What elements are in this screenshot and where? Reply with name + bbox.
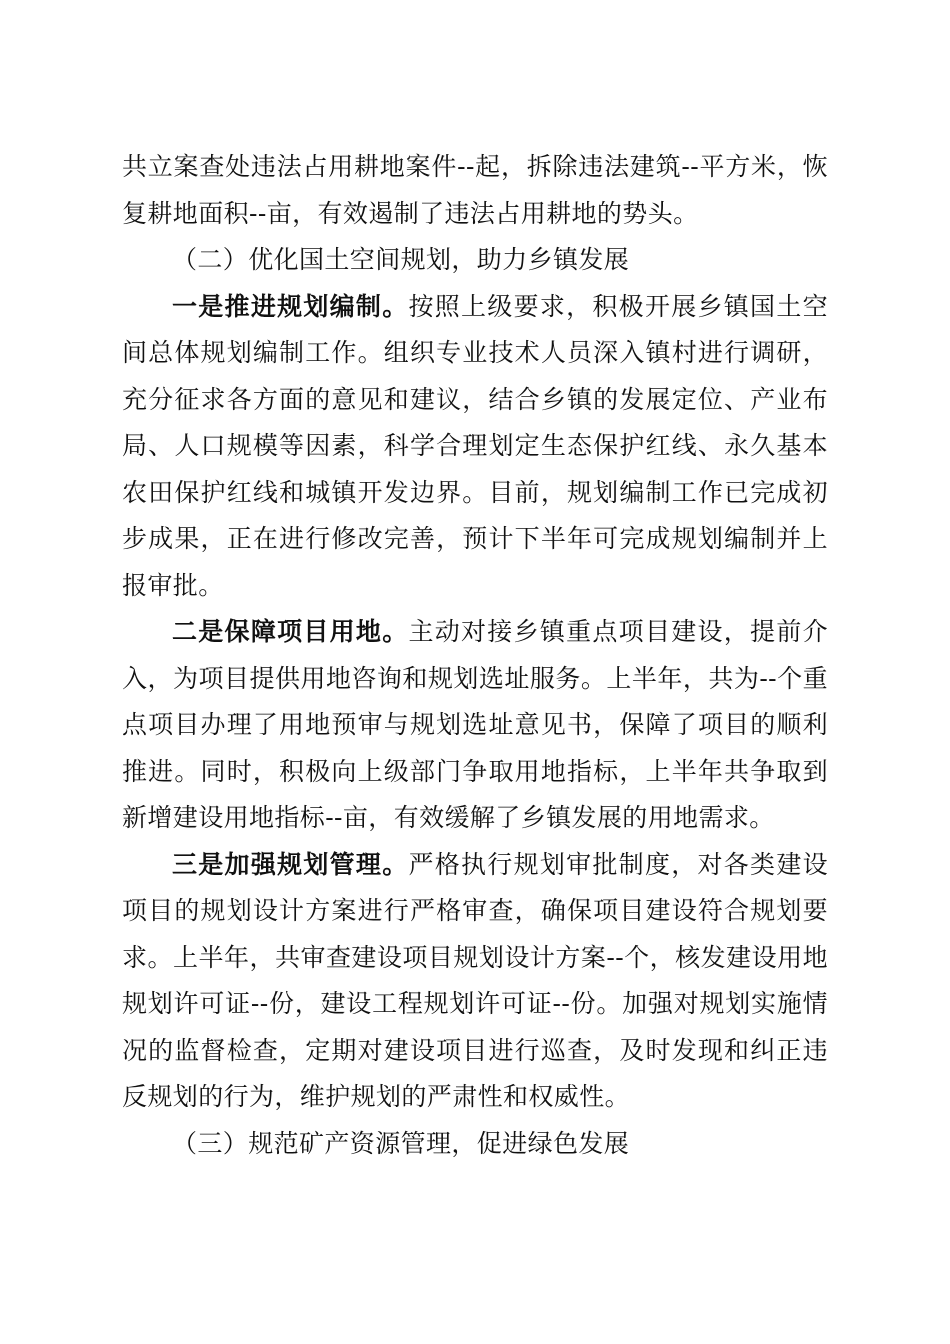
- paragraph-planning-compilation: [122, 284, 828, 610]
- section-heading-3: （三）规范矿产资源管理，促进绿色发展: [172, 1128, 630, 1158]
- continuation-paragraph: 共立案查处违法占用耕地案件--起，拆除违法建筑--平方米，恢复耕地面积--亩，有效遏制了违法占用耕地的势头。: [122, 152, 828, 228]
- paragraph-body: 按照上级要求，积极开展乡镇国土空间总体规划编制工作。组织专业技术人员深入镇村进行调研，充分征求各方面的意见和建议，结合乡镇的发展定位、产业布局、人口规模等因素，科学合理划定生态保护红线、永久基本农田保护红线和城镇开发边界。目前，规划编制工作已完成初步成果，正在进行修改完善，预计下半年可完成规划编制并上报审批。: [122, 291, 829, 600]
- section-heading-2: （二）优化国土空间规划，助力乡镇发展: [172, 245, 630, 274]
- paragraph-project-land: [122, 609, 828, 842]
- paragraph-planning-management: [122, 842, 828, 1121]
- paragraph-body: 严格执行规划审批制度，对各类建设项目的规划设计方案进行严格审查，确保项目建设符合规划要求。上半年，共审查建设项目规划设计方案--个，核发建设用地规划许可证--份，建设工程规划许可证--份。加强对规划实施情况的监督检查，定期对建设项目进行巡查，及时发现和纠正违反规划的行为，维护规划的严肃性和权威性。: [122, 849, 829, 1111]
- paragraph-lead: 二是保障项目用地。: [172, 617, 409, 646]
- document-body: [122, 144, 828, 1167]
- paragraph-lead: 一是推进规划编制。: [172, 291, 409, 321]
- paragraph-lead: 三是加强规划管理。: [172, 849, 409, 879]
- paragraph-body: 主动对接乡镇重点项目建设，提前介入，为项目提供用地咨询和规划选址服务。上半年，共为--个重点项目办理了用地预审与规划选址意见书，保障了项目的顺利推进。同时，积极向上级部门争取用地指标，上半年共争取到新增建设用地指标--亩，有效缓解了乡镇发展的用地需求。: [122, 617, 829, 832]
